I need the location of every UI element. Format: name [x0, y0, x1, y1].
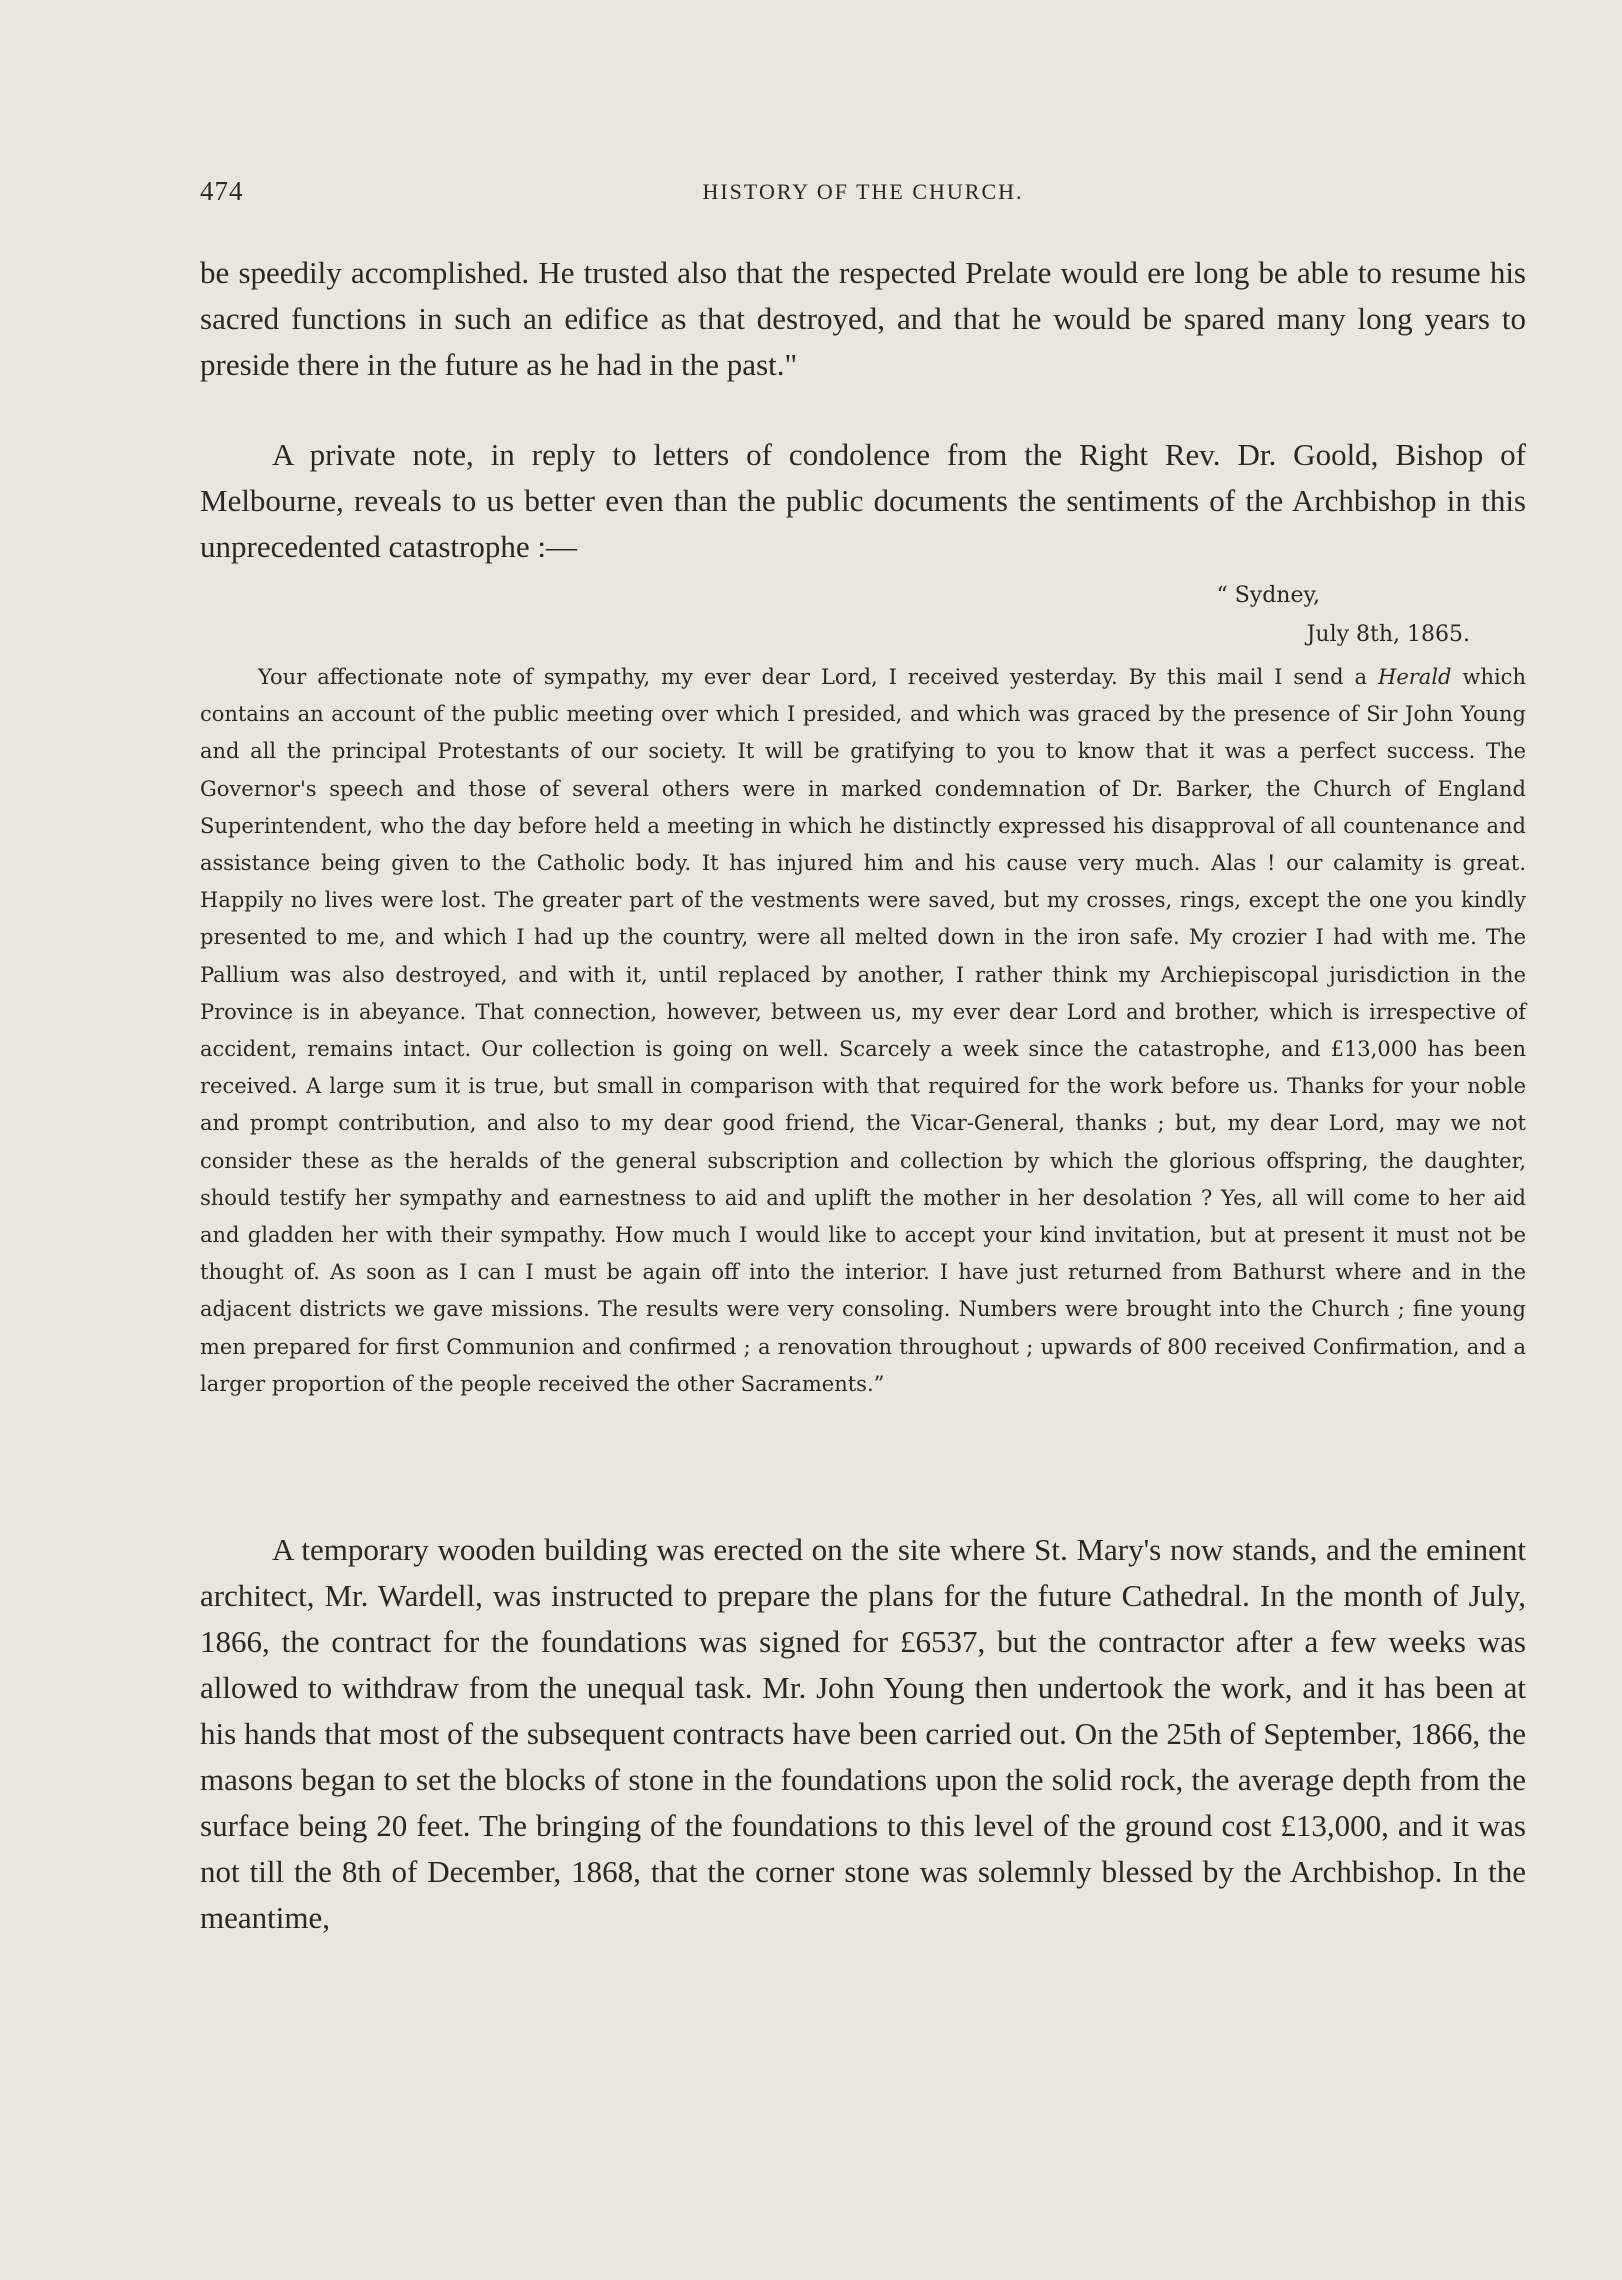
letter-opening: Your affectionate note of sympathy, my ever dear Lord, I received yesterday. By this mail I send a — [258, 665, 1368, 689]
paragraph-continuation — [200, 250, 1526, 388]
paragraph-cathedral — [200, 1527, 1526, 1941]
letter-herald-title: Herald — [1378, 665, 1452, 689]
letter-main-text: which contains an account of the public meeting over which I presided, and which was graced by the presence of Sir John Young and all the principal Protestants of our society. It will be gratifying to you to know that it was a perfect success. The Governor's speech and those of several others were in marked condemnation of Dr. Barker, the Church of England Superintendent, who the day before held a meeting in which he distinctly expressed his disapproval of all countenance and assistance being given to the Catholic body. It has injured him and his cause very much. Alas ! our calamity is great. Happily no lives were lost. The greater part of the vestments were saved, but my crosses, rings, except the one you kindly presented to me, and which I had up the country, were all melted down in the iron safe. My crozier I had with me. The Pallium was also destroyed, and with it, until replaced by another, I rather think my Archiepiscopal jurisdiction in the Province is in abeyance. That connection, however, between us, my ever dear Lord and brother, which is irrespective of accident, remains intact. Our collection is going on well. Scarcely a week since the catastrophe, and £13,000 has been received. A large sum it is true, but small in comparison with that required for the work before us. Thanks for your noble and prompt contribution, and also to my dear good friend, the Vicar-General, thanks ; but, my dear Lord, may we not consider these as the heralds of the general subscription and collection by which the glorious offspring, the daughter, should testify her sympathy and earnestness to aid and uplift the mother in her desolation ? Yes, all will come to her aid and gladden her with their sympathy. How much I would like to accept your kind invitation, but at present it must not be thought of. As soon as I can I must be again off into the interior. I have just returned from Bathurst where and in the adjacent districts we gave missions. The results were very consoling. Numbers were brought into the Church ; fine young men prepared for first Communion and confirmed ; a renovation throughout ; upwards of 800 received Confirmation, and a larger proportion of the people received the other Sacraments.” — [200, 665, 1526, 1396]
letter-place: “ Sydney, — [1216, 583, 1320, 608]
paragraph-text: A private note, in reply to letters of condolence from the Right Rev. Dr. Goold, Bishop of Melbourne, reveals to us better even than the public documents the sentiments of the Archbishop in this unprecedented catastrophe :— — [200, 437, 1526, 564]
letter-body — [200, 659, 1526, 1403]
letter-date: July 8th, 1865. — [1306, 622, 1470, 647]
page-number: 474 — [200, 176, 244, 206]
paragraph-private-note — [200, 432, 1526, 570]
page-header — [200, 176, 1526, 216]
paragraph-text: be speedily accomplished. He trusted also that the respected Prelate would ere long be able to resume his sacred functions in such an edifice as that destroyed, and that he would be spared many long years to preside there in the future as he had in the past." — [200, 255, 1526, 382]
running-title: HISTORY OF THE CHURCH. — [702, 179, 1024, 204]
paragraph-text: A temporary wooden building was erected on the site where St. Mary's now stands, and the eminent architect, Mr. Wardell, was instructed to prepare the plans for the future Cathedral. In the month of July, 1866, the contract for the foundations was signed for £6537, but the contractor after a few weeks was allowed to withdraw from the unequal task. Mr. John Young then undertook the work, and it has been at his hands that most of the subsequent contracts have been carried out. On the 25th of September, 1866, the masons began to set the blocks of stone in the foundations upon the solid rock, the average depth from the surface being 20 feet. The bringing of the foundations to this level of the ground cost £13,000, and it was not till the 8th of December, 1868, that the corner stone was solemnly blessed by the Archbishop. In the meantime, — [200, 1532, 1526, 1935]
